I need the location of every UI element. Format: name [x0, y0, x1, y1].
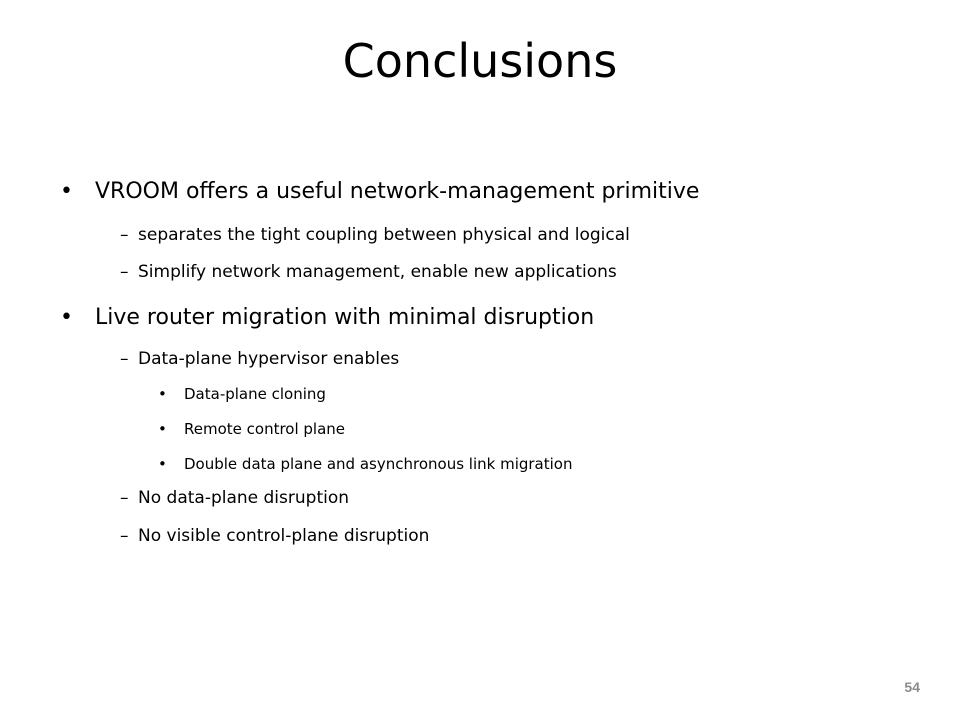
dash-marker: – — [120, 349, 129, 369]
dash-marker: – — [120, 526, 129, 546]
dash-marker: – — [120, 488, 129, 508]
bullet-marker: • — [60, 179, 73, 204]
sub-point: separates the tight coupling between physical and logical — [138, 225, 630, 245]
page-number: 54 — [904, 679, 920, 695]
sub-point: No visible control-plane disruption — [138, 526, 430, 546]
sub-point: Data-plane hypervisor enables — [138, 349, 400, 369]
sub-sub-point: Double data plane and asynchronous link migration — [184, 455, 573, 473]
bullet-marker: • — [158, 385, 167, 403]
bullet-marker: • — [60, 305, 73, 330]
slide-title: Conclusions — [342, 34, 618, 88]
sub-sub-point: Data-plane cloning — [184, 385, 326, 403]
sub-point: Simplify network management, enable new applications — [138, 262, 617, 282]
bullet-point: Live router migration with minimal disruption — [95, 305, 595, 330]
sub-point: No data-plane disruption — [138, 488, 350, 508]
dash-marker: – — [120, 225, 129, 245]
sub-sub-point: Remote control plane — [184, 420, 346, 438]
bullet-marker: • — [158, 420, 167, 438]
bullet-point: VROOM offers a useful network-management primitive — [95, 179, 700, 204]
bullet-marker: • — [158, 455, 167, 473]
dash-marker: – — [120, 262, 129, 282]
